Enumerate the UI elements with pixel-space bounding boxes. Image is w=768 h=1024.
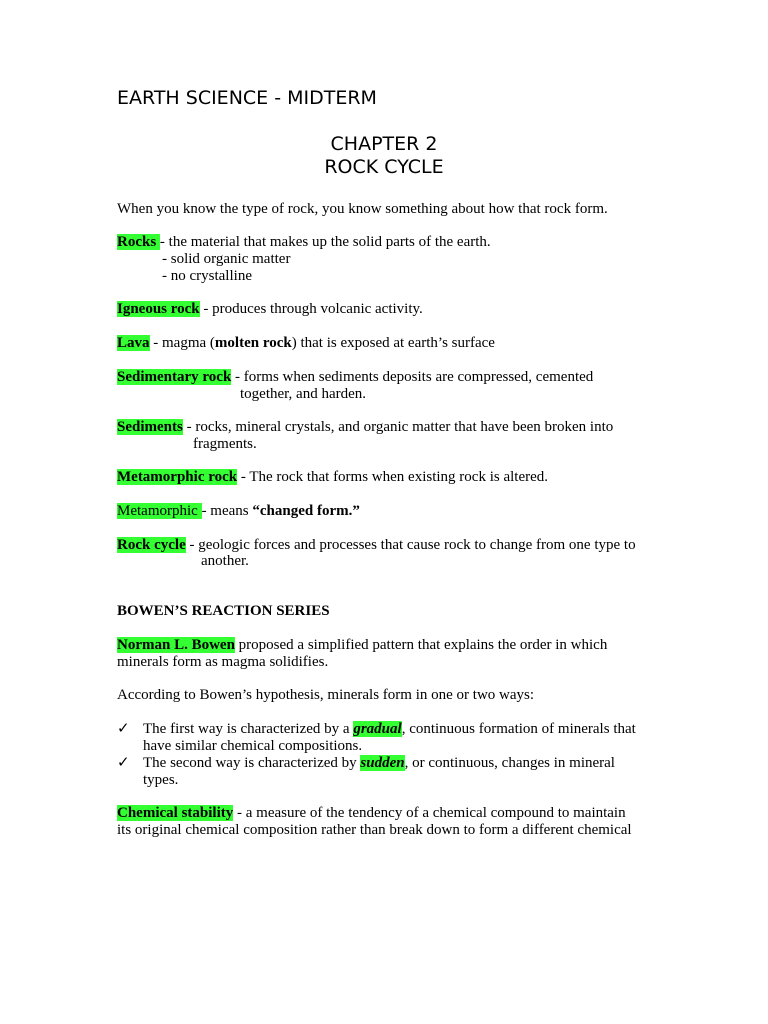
bowen-paragraph [117, 637, 607, 654]
bullet-2-a: The second way is characterized by [143, 755, 361, 771]
bullet-1-b: , continuous formation of minerals that [401, 721, 636, 737]
chemical-stability-definition [117, 805, 626, 822]
bowen-heading: BOWEN’S REACTION SERIES [117, 603, 330, 619]
bullet-2-em: sudden [360, 755, 405, 771]
bullet-1-line-1 [143, 721, 636, 738]
bowen-def-1: proposed a simplified pattern that explains the order in which [234, 637, 608, 653]
chapter-title: ROCK CYCLE [324, 156, 444, 178]
rocks-sub-2: - no crystalline [162, 268, 252, 284]
lava-def-bold: molten rock [214, 335, 292, 351]
sedimentary-def-1: - forms when sediments deposits are compressed, cemented [231, 369, 594, 385]
bowen-def-2: minerals form as magma solidifies. [117, 654, 329, 670]
igneous-term: Igneous rock [117, 301, 200, 317]
rock-cycle-definition [117, 537, 636, 554]
rocks-definition [117, 234, 491, 251]
checkmark-icon: ✓ [117, 755, 130, 771]
sedimentary-term: Sedimentary rock [117, 369, 232, 385]
bullet-1-a: The first way is characterized by a [143, 721, 354, 737]
rocks-sub-1: - solid organic matter [162, 251, 291, 267]
bullet-2-b: , or continuous, changes in mineral [404, 755, 615, 771]
metamorphic-rock-term: Metamorphic rock [117, 469, 238, 485]
page-title: EARTH SCIENCE - MIDTERM [117, 87, 377, 109]
bowen-term: Norman L. Bowen [117, 637, 235, 653]
sediments-def-2: fragments. [193, 436, 257, 452]
metamorphic-term: Metamorphic [117, 503, 202, 519]
rocks-term: Rocks [117, 234, 160, 250]
igneous-definition [117, 301, 423, 318]
chemical-def-2: its original chemical composition rather than break down to form a different chemical [117, 822, 632, 838]
sedimentary-definition [117, 369, 593, 386]
chemical-def-1: - a measure of the tendency of a chemical compound to maintain [233, 805, 626, 821]
sediments-term: Sediments [117, 419, 183, 435]
metamorphic-definition [117, 503, 360, 520]
bullet-1-line-2: have similar chemical compositions. [143, 738, 363, 754]
rocks-def: - the material that makes up the solid parts of the earth. [159, 234, 491, 250]
lava-def-a: - magma ( [149, 335, 215, 351]
metamorphic-def-bold: “changed form.” [252, 503, 360, 519]
metamorphic-rock-definition [117, 469, 548, 486]
checkmark-icon: ✓ [117, 721, 130, 737]
sedimentary-def-2: together, and harden. [240, 386, 367, 402]
metamorphic-def-a: - means [201, 503, 253, 519]
rock-cycle-term: Rock cycle [117, 537, 186, 553]
sediments-definition [117, 419, 613, 436]
bullet-2-line-2: types. [143, 772, 179, 788]
igneous-def: - produces through volcanic activity. [199, 301, 423, 317]
bullet-2-line-1 [143, 755, 615, 772]
lava-def-b: ) that is exposed at earth’s surface [291, 335, 495, 351]
lava-definition [117, 335, 495, 352]
metamorphic-rock-def: - The rock that forms when existing rock is altered. [237, 469, 549, 485]
intro-text: When you know the type of rock, you know something about how that rock form. [117, 201, 608, 217]
chapter-number: CHAPTER 2 [330, 133, 438, 155]
bullet-1-em: gradual [353, 721, 402, 737]
rock-cycle-def-1: - geologic forces and processes that cause rock to change from one type to [185, 537, 636, 553]
hypothesis-text: According to Bowen’s hypothesis, minerals form in one or two ways: [117, 687, 535, 703]
chemical-stability-term: Chemical stability [117, 805, 234, 821]
rock-cycle-def-2: another. [201, 553, 249, 569]
lava-term: Lava [117, 335, 150, 351]
sediments-def-1: - rocks, mineral crystals, and organic matter that have been broken into [182, 419, 614, 435]
